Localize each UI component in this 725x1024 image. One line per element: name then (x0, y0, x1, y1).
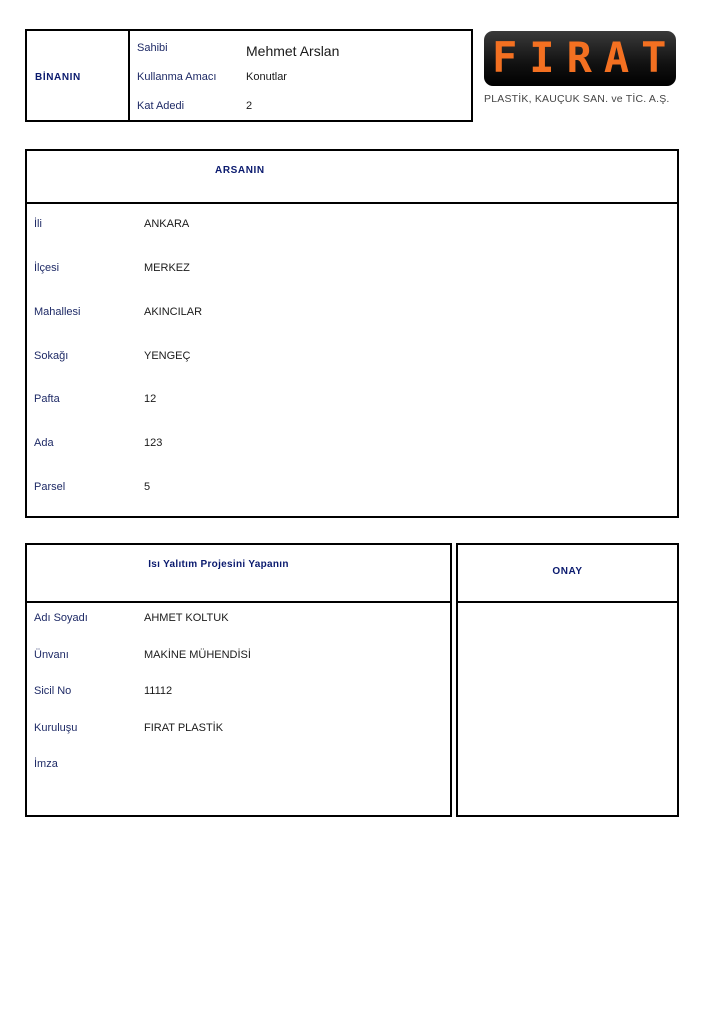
bina-divider (128, 31, 130, 120)
arsa-label-ada: Ada (34, 437, 54, 449)
bina-title: BİNANIN (35, 72, 81, 83)
proje-title: Isı Yalıtım Projesini Yapanın (148, 559, 289, 570)
proje-label-kurulusu: Kuruluşu (34, 722, 78, 734)
arsa-header (27, 151, 677, 204)
proje-value-sicil-no: 11112 (144, 685, 173, 697)
arsa-value-ilcesi: MERKEZ (144, 262, 190, 274)
firat-logo (484, 31, 679, 111)
logo-subtitle: PLASTİK, KAUÇUK SAN. ve TİC. A.Ş. (484, 93, 670, 105)
bina-value-kullanma-amaci: Konutlar (246, 71, 287, 83)
arsa-label-parsel: Parsel (34, 481, 66, 493)
arsa-section (25, 149, 679, 518)
logo-wordmark: FIRAT (492, 33, 679, 82)
arsa-value-mahallesi: AKINCILAR (144, 306, 203, 318)
proje-label-adi-soyadi: Adı Soyadı (34, 612, 88, 624)
arsa-label-pafta: Pafta (34, 393, 60, 405)
proje-value-unvani: MAKİNE MÜHENDİSİ (144, 649, 251, 661)
arsa-value-pafta: 12 (144, 393, 157, 405)
arsa-label-sokagi: Sokağı (34, 350, 69, 362)
onay-header (458, 545, 677, 603)
proje-section (25, 543, 452, 817)
proje-label-unvani: Ünvanı (34, 649, 69, 661)
onay-title: ONAY (552, 566, 583, 577)
proje-label-imza: İmza (34, 758, 58, 770)
arsa-value-ada: 123 (144, 437, 163, 449)
bina-value-kat-adedi: 2 (246, 100, 253, 112)
onay-section (456, 543, 679, 817)
bina-label-kullanma-amaci: Kullanma Amacı (137, 71, 217, 83)
arsa-value-ili: ANKARA (144, 218, 190, 230)
proje-value-kurulusu: FIRAT PLASTİK (144, 722, 224, 734)
bina-label-kat-adedi: Kat Adedi (137, 100, 185, 112)
arsa-label-mahallesi: Mahallesi (34, 306, 81, 318)
bina-section (25, 29, 473, 122)
arsa-label-ili: İli (34, 218, 42, 230)
proje-header (27, 545, 450, 603)
bina-label-sahibi: Sahibi (137, 42, 168, 54)
proje-value-adi-soyadi: AHMET KOLTUK (144, 612, 229, 624)
arsa-label-ilcesi: İlçesi (34, 262, 60, 274)
proje-label-sicil-no: Sicil No (34, 685, 72, 697)
arsa-value-sokagi: YENGEÇ (144, 350, 191, 362)
arsa-title: ARSANIN (215, 165, 265, 176)
arsa-value-parsel: 5 (144, 481, 151, 493)
bina-value-sahibi: Mehmet Arslan (246, 43, 340, 59)
